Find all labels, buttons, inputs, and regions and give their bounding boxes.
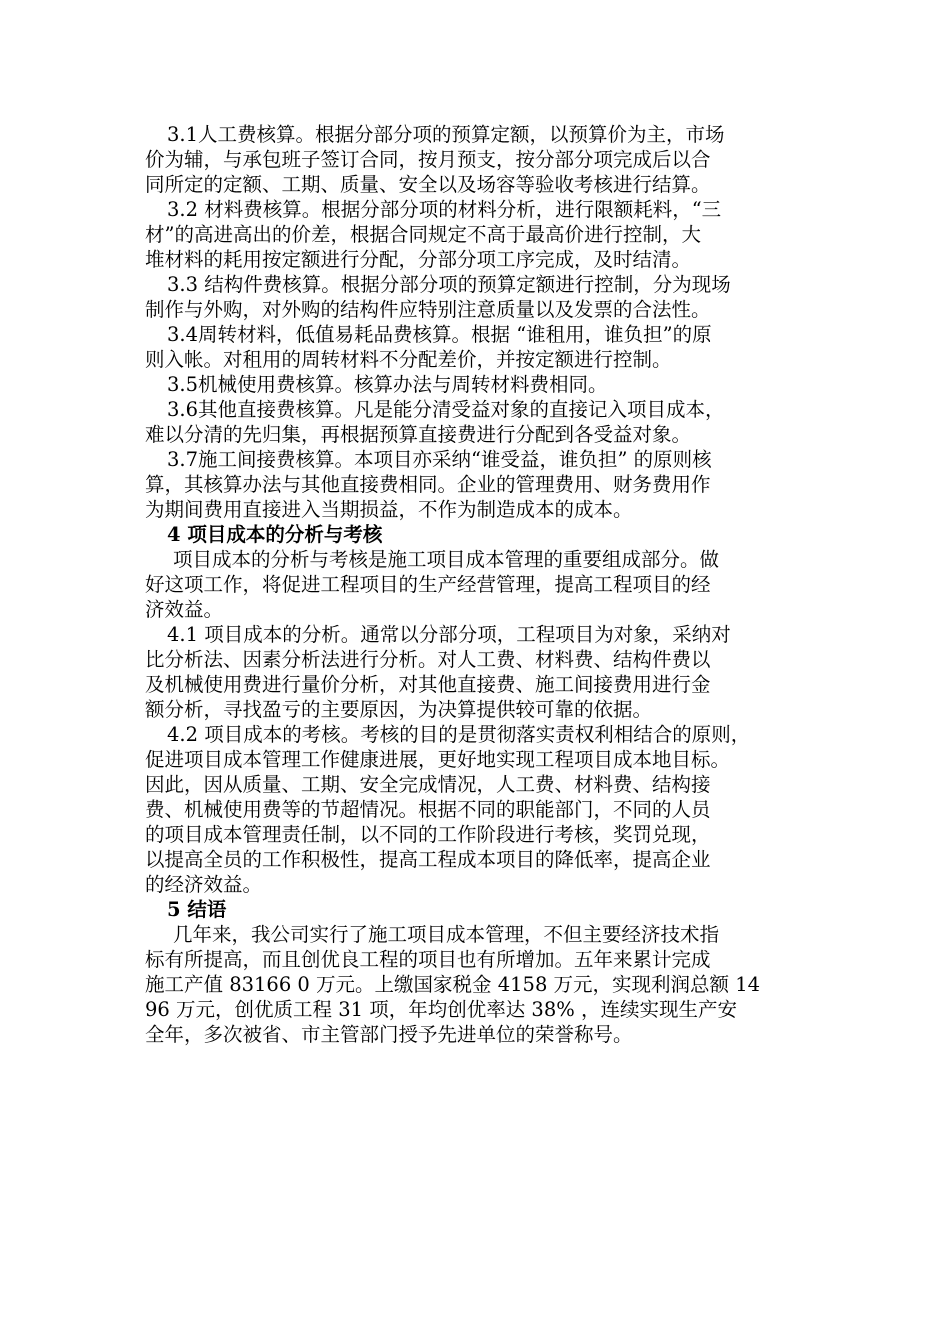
text-line: 的项目成本管理责任制，以不同的工作阶段进行考核，奖罚兑现， [145,823,711,846]
text-line: 难以分清的先归集，再根据预算直接费进行分配到各受益对象。 [145,423,692,446]
text-line: 材”的高进高出的价差，根据合同规定不高于最高价进行控制，大 [145,223,701,246]
text-line: 96 万元，创优质工程 31 项，年均创优率达 38% ，连续实现生产安 [145,998,737,1021]
document-body [145,122,810,1047]
section-heading: 4 项目成本的分析与考核 [167,523,383,546]
text-line: 项目成本的分析与考核是施工项目成本管理的重要组成部分。做 [173,548,720,571]
text-line: 3.1人工费核算。根据分部分项的预算定额，以预算价为主，市场 [167,123,725,146]
text-line: 为期间费用直接进入当期损益，不作为制造成本的成本。 [145,498,633,521]
text-line: 及机械使用费进行量价分析，对其他直接费、施工间接费用进行金 [145,673,711,696]
text-line: 3.2 材料费核算。根据分部分项的材料分析，进行限额耗料，“三 [167,198,722,221]
text-line: 标有所提高，而且创优良工程的项目也有所增加。五年来累计完成 [145,948,711,971]
text-line: 好这项工作，将促进工程项目的生产经营管理，提高工程项目的经 [145,573,711,596]
text-line: 价为辅，与承包班子签订合同，按月预支，按分部分项完成后以合 [145,148,711,171]
text-line: 几年来，我公司实行了施工项目成本管理，不但主要经济技术指 [173,923,720,946]
text-line: 堆材料的耗用按定额进行分配，分部分项工序完成，及时结清。 [145,248,692,271]
text-line: 3.7施工间接费核算。本项目亦采纳“谁受益，谁负担” 的原则核 [167,448,712,471]
text-line: 3.3 结构件费核算。根据分部分项的预算定额进行控制，分为现场 [167,273,731,296]
text-line: 4.2 项目成本的考核。考核的目的是贯彻落实责权利相结合的原则， [167,723,751,746]
text-line: 促进项目成本管理工作健康进展，更好地实现工程项目成本地目标。 [145,748,731,771]
text-line: 3.4周转材料，低值易耗品费核算。根据 “谁租用，谁负担”的原 [167,323,712,346]
text-line: 全年，多次被省、市主管部门授予先进单位的荣誉称号。 [145,1023,633,1046]
text-line: 则入帐。对租用的周转材料不分配差价，并按定额进行控制。 [145,348,672,371]
text-line: 费、机械使用费等的节超情况。根据不同的职能部门，不同的人员 [145,798,711,821]
text-line: 以提高全员的工作积极性，提高工程成本项目的降低率，提高企业 [145,848,711,871]
text-line: 比分析法、因素分析法进行分析。对人工费、材料费、结构件费以 [145,648,711,671]
text-line: 济效益。 [145,598,224,621]
text-line: 4.1 项目成本的分析。通常以分部分项，工程项目为对象，采纳对 [167,623,731,646]
text-line: 同所定的定额、工期、质量、安全以及场容等验收考核进行结算。 [145,173,711,196]
text-line: 的经济效益。 [145,873,263,896]
text-line: 制作与外购，对外购的结构件应特别注意质量以及发票的合法性。 [145,298,711,321]
text-line: 3.6其他直接费核算。凡是能分清受益对象的直接记入项目成本， [167,398,725,421]
text-line: 因此，因从质量、工期、安全完成情况，人工费、材料费、结构接 [145,773,711,796]
text-line: 施工产值 83166 0 万元。上缴国家税金 4158 万元，实现利润总额 14 [145,973,761,996]
text-line: 额分析，寻找盈亏的主要原因，为决算提供较可靠的依据。 [145,698,653,721]
text-line: 3.5机械使用费核算。核算办法与周转材料费相同。 [167,373,608,396]
text-line: 算，其核算办法与其他直接费相同。企业的管理费用、财务费用作 [145,473,711,496]
section-heading: 5 结语 [167,898,227,921]
